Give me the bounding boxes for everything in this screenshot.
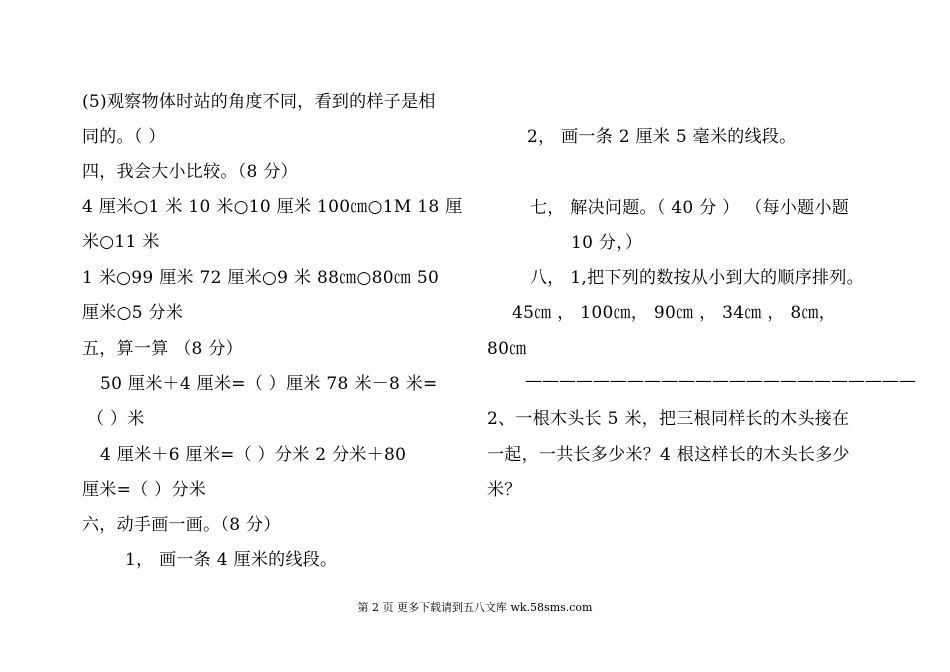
section6-item1: 1， 画一条 4 厘米的线段。 xyxy=(125,550,338,570)
section6-item2: 2， 画一条 2 厘米 5 毫米的线段。 xyxy=(527,127,797,147)
question2-line3: 米？ xyxy=(487,480,522,500)
section5-row2-cont: 厘米=（ ）分米 xyxy=(82,480,207,500)
section6-heading: 六，动手画一画。（8 分） xyxy=(82,515,281,535)
section8-numbers: 45㎝ ， 100㎝， 90㎝ ， 34㎝ ， 8㎝， xyxy=(512,303,837,323)
question2-line1: 2、一根木头长 5 米，把三根同样长的木头接在 xyxy=(487,409,850,429)
section7-heading-cont: 10 分，） xyxy=(571,233,643,253)
section8-heading: 八， 1,把下列的数按从小到大的顺序排列。 xyxy=(530,268,864,288)
section7-heading: 七， 解决问题。（ 40 分 ） （每小题小题 xyxy=(530,198,850,218)
section4-row2-cont: 厘米○5 分米 xyxy=(82,303,184,323)
q5-line1: (5)观察物体时站的角度不同，看到的样子是相 xyxy=(82,92,436,112)
answer-line: ——————————————————————— xyxy=(525,371,916,391)
q5-line2: 同的。（ ） xyxy=(82,127,166,147)
page-footer: 第 2 页 更多下载请到五八文库 wk.58sms.com xyxy=(357,601,593,614)
section4-row2: 1 米○99 厘米 72 厘米○9 米 88㎝○80㎝ 50 xyxy=(82,268,440,288)
section5-heading: 五，算一算 （8 分） xyxy=(82,339,243,359)
section4-row1: 4 厘米○1 米 10 米○10 厘米 100㎝○1M 18 厘 xyxy=(82,197,463,217)
section5-row2: 4 厘米＋6 厘米=（ ）分米 2 分米＋80 xyxy=(100,445,407,465)
section5-row1: 50 厘米＋4 厘米=（ ）厘米 78 米－8 米= xyxy=(100,374,438,394)
section5-row1-cont: （ ）米 xyxy=(87,409,145,429)
section4-row1-cont: 米○11 米 xyxy=(82,232,160,252)
section4-heading: 四，我会大小比较。（8 分） xyxy=(82,162,298,182)
question2-line2: 一起，一共长多少米？4 根这样长的木头长多少 xyxy=(487,445,850,465)
section8-numbers-cont: 80㎝ xyxy=(487,339,527,359)
